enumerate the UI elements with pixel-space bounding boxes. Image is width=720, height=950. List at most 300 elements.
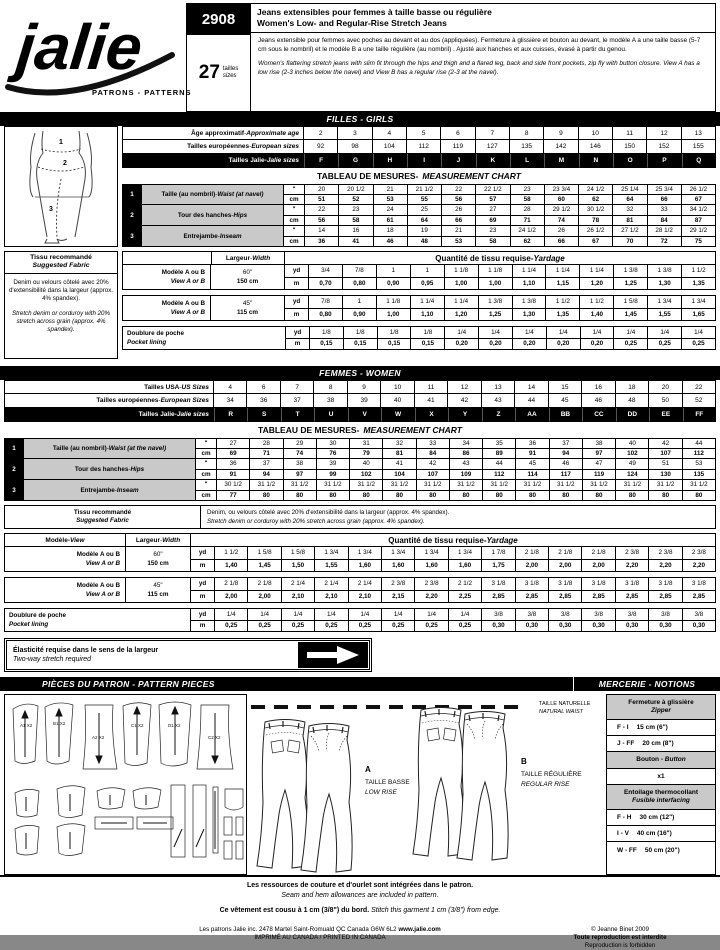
table-cell: 11: [613, 126, 647, 140]
chart-title-fr: TABLEAU DE MESURES: [317, 171, 416, 181]
table-cell: 112: [407, 140, 441, 154]
table-cell: 12: [448, 380, 481, 394]
table-col: 42 107: [417, 459, 450, 479]
women-euro-label: [4, 394, 214, 408]
measurement-row: [122, 184, 716, 205]
table-col: 1 7/8 1,75: [482, 547, 515, 571]
table-cell: 43: [482, 394, 515, 408]
girls-yardage-tables: [122, 251, 716, 359]
view-header-sep: -: [67, 536, 70, 544]
girls-45-row: [123, 296, 715, 320]
table-col: 23 58: [476, 226, 510, 246]
girls-chart-title: [122, 168, 716, 184]
table-cell: 34: [214, 394, 247, 408]
chart-title-fr: TABLEAU DE MESURES: [258, 425, 357, 435]
table-col: 24 61: [374, 205, 408, 225]
address-text: Les patrons Jalie inc. 2478 Martel Saint-Romuald QC Canada G6W 6L2: [199, 926, 397, 933]
zipper-length: 15 cm (6"): [636, 724, 668, 731]
table-col: 1 1/4 1,15: [546, 265, 580, 289]
girls-jalie-values: [304, 154, 716, 168]
pattern-title: [251, 4, 715, 33]
table-col: 18 46: [374, 226, 408, 246]
table-col: 33 84: [648, 205, 682, 225]
table-col: 1/4 0,25: [315, 609, 348, 631]
width-in: 45": [242, 300, 253, 307]
stretch-direction-arrow-icon: [298, 642, 368, 668]
unit-column: [191, 547, 215, 571]
table-col: 1 1/2 1,40: [215, 547, 248, 571]
natural-waist-label-fr: TAILLE NATURELLE: [539, 701, 591, 707]
table-cell: 37: [281, 394, 314, 408]
copyright: © Jeanne Binet 2009: [591, 926, 649, 933]
girls-size-tables: [122, 126, 716, 247]
table-col: 1/8 0,15: [378, 327, 412, 349]
pattern-title-fr: Jeans extensibles pour femmes à taille basse ou régulière: [257, 7, 492, 17]
qty-sep: -: [483, 535, 487, 545]
table-col: 23 3/4 60: [545, 185, 579, 204]
table-cell: 40: [381, 394, 414, 408]
pocket-label: [123, 327, 286, 349]
table-col: 20 51: [305, 185, 339, 204]
women-fabric-text: [201, 506, 715, 528]
table-col: 1/4 0,25: [248, 609, 281, 631]
table-col: 31 1/2 80: [483, 480, 516, 500]
table-col: 1 1/2 1,35: [682, 265, 715, 289]
table-col: 31 1/2 80: [683, 480, 715, 500]
zipper-length: 20 cm (8"): [642, 740, 674, 747]
label-en: European sizes: [251, 143, 299, 150]
table-col: 47 119: [583, 459, 616, 479]
table-col: 26 66: [442, 205, 476, 225]
table-col: 1 3/4 1,60: [349, 547, 382, 571]
fabric-title-en: Suggested Fabric: [32, 262, 90, 269]
table-col: 1 3/8 1,30: [648, 265, 682, 289]
table-col: 22 56: [442, 185, 476, 204]
table-col: 1 5/8 1,45: [248, 547, 281, 571]
women-pocket-lining: [4, 608, 716, 632]
table-col: 41 104: [383, 459, 416, 479]
table-cell: L: [510, 154, 544, 168]
pattern-description: [251, 33, 715, 111]
figure-point-2: 2: [63, 160, 67, 167]
label-en: US Sizes: [181, 383, 209, 391]
women-45-row: [5, 578, 715, 602]
table-col: 14 36: [305, 226, 339, 246]
view-a-letter: A: [365, 765, 371, 774]
row-number: 2: [123, 205, 142, 225]
view-header: [5, 534, 126, 546]
table-col: 1/4 0,25: [349, 609, 382, 631]
girls-pocket-values: [310, 327, 715, 349]
interfacing-title-fr: Entoilage thermocollant: [623, 789, 699, 796]
table-col: 43 109: [450, 459, 483, 479]
size-range: F - I: [617, 724, 629, 731]
table-cell: U: [314, 408, 347, 422]
table-col: 45 114: [516, 459, 549, 479]
printed-in: IMPRIMÉ AU CANADA / PRINTED IN CANADA: [254, 934, 386, 941]
unit-column: [285, 296, 309, 320]
pocket-label: [5, 609, 191, 631]
table-col: 49 124: [616, 459, 649, 479]
table-col: 31 1/2 80: [450, 480, 483, 500]
table-cell: 38: [314, 394, 347, 408]
table-col: 2 3/8 2,20: [649, 547, 682, 571]
table-col: 2 1/8 2,00: [582, 547, 615, 571]
table-col: 3/8 0,30: [582, 609, 615, 631]
table-col: 16 41: [339, 226, 373, 246]
interfacing-row: [607, 826, 715, 842]
table-cell: 10: [381, 380, 414, 394]
table-col: 21 1/2 55: [408, 185, 442, 204]
view-label-fr: Modèle A ou B: [76, 551, 120, 558]
table-col: 30 76: [317, 439, 350, 458]
measurement-label: Entrejambe - Inseam: [24, 480, 196, 500]
table-col: 1/4 0,25: [449, 609, 482, 631]
stitch-note-fr: Ce vêtement est cousu à 1 cm (3/8") du bord.: [219, 907, 370, 914]
width-cm: 150 cm: [236, 278, 259, 285]
table-col: 1/4 0,25: [215, 609, 248, 631]
label-sep: -: [244, 129, 247, 137]
piece-label: C1 X2: [131, 723, 144, 728]
table-col: 38 97: [284, 459, 317, 479]
women-us-row: [4, 380, 716, 394]
table-col: 3 1/8 2,85: [683, 578, 715, 602]
table-col: 1 3/4 1,55: [648, 296, 682, 320]
table-col: 2 1/4 2,10: [315, 578, 348, 602]
label-fr: Tailles européennes: [187, 143, 250, 150]
measurement-values: [217, 480, 715, 500]
notions-bar: MERCERIE - NOTIONS: [574, 677, 720, 691]
table-col: 35 89: [483, 439, 516, 458]
view-label-en: View A or B: [85, 560, 120, 567]
zipper-row: [607, 736, 715, 752]
figure-point-1: 1: [59, 139, 63, 146]
description-fr: Jeans extensible pour femmes avec poches au devant et au dos (appliquées). Fermeture à glissière et bouton au devant, le modèle A a une taille basse (5-7 cm sous le nombril) et le modèle B a une taille régulière (au nombril) . Ajusté aux hanches et aux cuisses, évasé à partir du genou.: [258, 37, 701, 53]
view-label-en: View A or B: [170, 309, 205, 316]
label-sep: -: [174, 411, 177, 418]
table-col: 3/4 0,70: [309, 265, 343, 289]
reproduction-en: Reproduction is forbidden: [584, 942, 656, 949]
width-value: [211, 265, 285, 289]
girls-60-row: [123, 265, 715, 289]
table-cell: 155: [682, 140, 716, 154]
view-label-fr: Modèle A ou B: [76, 582, 120, 589]
table-cell: 135: [510, 140, 544, 154]
unit-column: " cm: [196, 439, 217, 458]
table-col: 1 1/4 1,10: [513, 265, 547, 289]
table-col: 1/4 0,25: [282, 609, 315, 631]
table-cell: 7: [281, 380, 314, 394]
button-title-sep: -: [659, 756, 665, 763]
interfacing-row: [607, 842, 715, 858]
view-a-en: LOW RISE: [365, 789, 397, 796]
view-label-en: View A or B: [170, 278, 205, 285]
view-label: [5, 578, 126, 602]
table-col: 1 1/8 1,00: [377, 296, 411, 320]
table-col: 1/8 0,15: [344, 327, 378, 349]
piece-label: C2 X2: [208, 735, 221, 740]
table-col: 24 1/2 62: [579, 185, 613, 204]
table-col: 44 112: [483, 459, 516, 479]
qty-header-en: Yardage: [486, 535, 518, 545]
table-cell: N: [579, 154, 613, 168]
measurement-values: [217, 439, 715, 458]
table-cell: 7: [476, 126, 510, 140]
table-col: 36 91: [516, 439, 549, 458]
girls-yardage-header: [123, 252, 715, 265]
table-cell: 41: [415, 394, 448, 408]
jeans-drawings: [247, 694, 606, 875]
table-col: 30 1/2 78: [579, 205, 613, 225]
pocket-label-fr: Doublure de poche: [9, 612, 67, 619]
women-euro-row: [4, 394, 716, 408]
table-col: 3 1/8 2,85: [482, 578, 515, 602]
width-header: [211, 252, 285, 264]
fabric-text-en: Stretch denim or corduroy with 20% stretch across grain (approx. 4% spandex).: [207, 518, 425, 525]
table-col: 30 1/2 77: [217, 480, 250, 500]
table-cell: 2: [304, 126, 338, 140]
table-col: 25 1/4 64: [613, 185, 647, 204]
table-cell: 6: [247, 380, 280, 394]
measurement-values: [305, 226, 715, 246]
girls-euro-row: [122, 140, 716, 154]
label-fr: Tailles européennes: [96, 397, 159, 404]
table-col: 3 1/8 2,85: [649, 578, 682, 602]
pattern-pieces-bar: PIÈCES DU PATRON - PATTERN PIECES: [0, 677, 573, 691]
women-chart-title: [4, 422, 716, 438]
table-col: 1/4 0,25: [614, 327, 648, 349]
stretch-note-fr: Élasticité requise dans le sens de la largeur: [13, 647, 159, 654]
width-value: [126, 547, 191, 571]
qty-header-fr: Quantité de tissu requise: [435, 253, 531, 263]
table-col: 2 3/8 2,20: [415, 578, 448, 602]
table-cell: AA: [515, 408, 548, 422]
view-label: [5, 547, 126, 571]
table-col: 1/4 0,20: [513, 327, 547, 349]
table-col: 37 94: [550, 439, 583, 458]
girls-euro-label: [122, 140, 304, 154]
table-col: 1/4 0,25: [382, 609, 415, 631]
width-value: [211, 296, 285, 320]
chart-title-en: MEASUREMENT CHART: [422, 171, 521, 181]
table-cell: 48: [616, 394, 649, 408]
table-col: 2 3/8 2,15: [382, 578, 415, 602]
table-col: 25 3/4 66: [648, 185, 682, 204]
width-cm: 150 cm: [147, 560, 169, 567]
qty-sep: -: [530, 253, 534, 263]
table-col: 1 0,90: [343, 296, 377, 320]
fabric-title-fr: Tissu recommandé: [30, 254, 92, 261]
table-col: 32 81: [613, 205, 647, 225]
width-sep: -: [250, 254, 253, 262]
table-cell: X: [415, 408, 448, 422]
jeans-views-icon: [247, 694, 602, 875]
piece-label: D1 X2: [168, 723, 181, 728]
table-col: 37 94: [250, 459, 283, 479]
row-number: 1: [123, 185, 142, 204]
table-cell: K: [476, 154, 510, 168]
table-col: 31 1/2 80: [550, 480, 583, 500]
table-col: 31 79: [350, 439, 383, 458]
title-column: [251, 4, 715, 111]
fabric-text-en: Stretch denim or corduroy with 20% stretch across grain (approx. 4% spandex).: [11, 310, 110, 333]
table-cell: 15: [549, 380, 582, 394]
piece-label: A1 X2: [20, 723, 33, 728]
women-us-values: [214, 380, 716, 394]
girls-measure-rows: [122, 184, 716, 247]
girls-yardage-60: [122, 251, 716, 290]
table-col: 1 1/4 1,20: [445, 296, 479, 320]
unit-column: " cm: [196, 480, 217, 500]
measurement-label: Taille (au nombril) - Waist (at navel): [142, 185, 284, 204]
table-col: 38 97: [583, 439, 616, 458]
table-col: 3/8 0,30: [616, 609, 649, 631]
pattern-code-column: [187, 4, 251, 111]
table-col: 3 1/8 2,85: [549, 578, 582, 602]
label-sep: -: [264, 157, 267, 164]
women-60-row: [5, 547, 715, 571]
unit-column: [285, 265, 309, 289]
piece-label: B1 X2: [53, 721, 66, 726]
label-en: Jalie sizes: [176, 411, 209, 418]
measurement-label: Entrejambe - Inseam: [142, 226, 284, 246]
jalie-logo-icon: [4, 3, 192, 111]
width-cm: 115 cm: [236, 309, 258, 316]
footer-columns: [0, 926, 720, 950]
table-cell: 5: [407, 126, 441, 140]
bottom-section-bars: [0, 677, 720, 694]
table-cell: 142: [544, 140, 578, 154]
header: [0, 0, 720, 112]
label-en: Approximate age: [246, 129, 299, 137]
view-b-en: REGULAR RISE: [521, 781, 570, 788]
table-cell: 50: [649, 394, 682, 408]
women-jalie-values: [214, 408, 716, 422]
table-cell: Q: [682, 154, 716, 168]
women-yardage-45: [4, 577, 716, 603]
girls-pocket-lining: [122, 326, 716, 350]
table-col: 1 3/4 1,60: [415, 547, 448, 571]
table-col: 1 5/8 1,50: [282, 547, 315, 571]
measurement-label: Tour des hanches - Hips: [142, 205, 284, 225]
table-col: 3 1/8 2,85: [516, 578, 549, 602]
table-col: 2 1/8 2,00: [248, 578, 281, 602]
table-cell: 12: [647, 126, 681, 140]
table-cell: Y: [448, 408, 481, 422]
fabric-text-fr: Denim ou velours côtelé avec 20% d'extensibilité dans la largeur (approx. 4% spandex).: [8, 279, 114, 302]
women-measure-rows: [4, 438, 716, 501]
table-cell: 146: [579, 140, 613, 154]
table-col: 1 1/8 1,00: [445, 265, 479, 289]
girls-age-label: [122, 126, 304, 140]
table-col: 40 102: [350, 459, 383, 479]
measurement-row: [4, 438, 716, 459]
unit-column: [191, 578, 215, 602]
table-col: 31 1/2 80: [317, 480, 350, 500]
girls-age-values: [304, 126, 716, 140]
table-cell: 13: [482, 380, 515, 394]
unit-column: " cm: [284, 205, 305, 225]
pocket-label-en: Pocket lining: [127, 339, 167, 346]
publisher-address: [0, 926, 530, 950]
table-cell: DD: [616, 408, 649, 422]
view-b-letter: B: [521, 757, 527, 766]
table-cell: 14: [515, 380, 548, 394]
table-col: 1/4 0,20: [547, 327, 581, 349]
bottom-content: [0, 694, 720, 877]
table-cell: 104: [373, 140, 407, 154]
notions-panel: [606, 694, 716, 875]
table-col: 1 0,90: [377, 265, 411, 289]
label-en: Jalie sizes: [266, 157, 299, 164]
table-col: 27 69: [476, 205, 510, 225]
table-col: 3/8 0,30: [482, 609, 515, 631]
fabric-title-en: Suggested Fabric: [76, 517, 129, 524]
table-col: 26 66: [545, 226, 579, 246]
table-col: 1 1/4 1,10: [411, 296, 445, 320]
women-jalie-row: [4, 408, 716, 422]
girls-jalie-label: [122, 154, 304, 168]
table-cell: 20: [649, 380, 682, 394]
table-cell: 4: [373, 126, 407, 140]
table-cell: 150: [613, 140, 647, 154]
girls-fabric-title: [5, 252, 117, 274]
table-cell: 152: [647, 140, 681, 154]
stretch-required-note: [4, 638, 372, 672]
zipper-title: [607, 695, 715, 720]
table-col: 2 1/4 2,10: [349, 578, 382, 602]
header-info-box: [186, 3, 716, 112]
table-col: 3 1/8 2,85: [616, 578, 649, 602]
interfacing-length: 40 cm (16"): [636, 830, 672, 837]
table-col: 27 69: [217, 439, 250, 458]
girls-section-bar: FILLES - GIRLS: [0, 112, 720, 126]
stitch-note-en: Stitch this garment 1 cm (3/8") from edge.: [371, 907, 501, 914]
table-col: 2 1/2 2,25: [449, 578, 482, 602]
table-col: 40 102: [616, 439, 649, 458]
stretch-note-text: [13, 646, 158, 664]
sizes-word-fr: tailles: [222, 66, 239, 72]
interfacing-title-en: Fusible interfacing: [632, 797, 690, 804]
unit-m: m: [199, 622, 206, 630]
table-cell: 36: [247, 394, 280, 408]
seam-note-fr: Les ressources de couture et d'ourlet sont intégrées dans le patron.: [246, 882, 474, 889]
width-header-en: Width: [252, 254, 271, 262]
row-number: 3: [123, 226, 142, 246]
table-col: 2 3/8 2,20: [616, 547, 649, 571]
table-col: 3/8 0,30: [649, 609, 682, 631]
measurement-label: Tour des hanches - Hips: [24, 459, 196, 479]
table-col: 28 71: [250, 439, 283, 458]
table-col: 31 1/2 80: [383, 480, 416, 500]
table-col: 3/8 0,30: [549, 609, 582, 631]
table-col: 22 56: [305, 205, 339, 225]
table-cell: H: [373, 154, 407, 168]
measurement-label: Taille (au nombril) - Waist (at the navel): [24, 439, 196, 458]
view-label-fr: Modèle A ou B: [161, 300, 205, 307]
table-cell: 16: [582, 380, 615, 394]
zipper-title-fr: Fermeture à glissière: [628, 699, 694, 706]
size-range: W - FF: [617, 846, 637, 854]
label-sep: -: [179, 383, 182, 391]
table-col: 39 99: [317, 459, 350, 479]
table-cell: 8: [314, 380, 347, 394]
measurement-row: [4, 459, 716, 480]
women-fabric-box: [4, 505, 716, 529]
table-col: 51 130: [649, 459, 682, 479]
view-label: [123, 296, 211, 320]
label-fr: Tailles Jalie: [228, 157, 265, 164]
